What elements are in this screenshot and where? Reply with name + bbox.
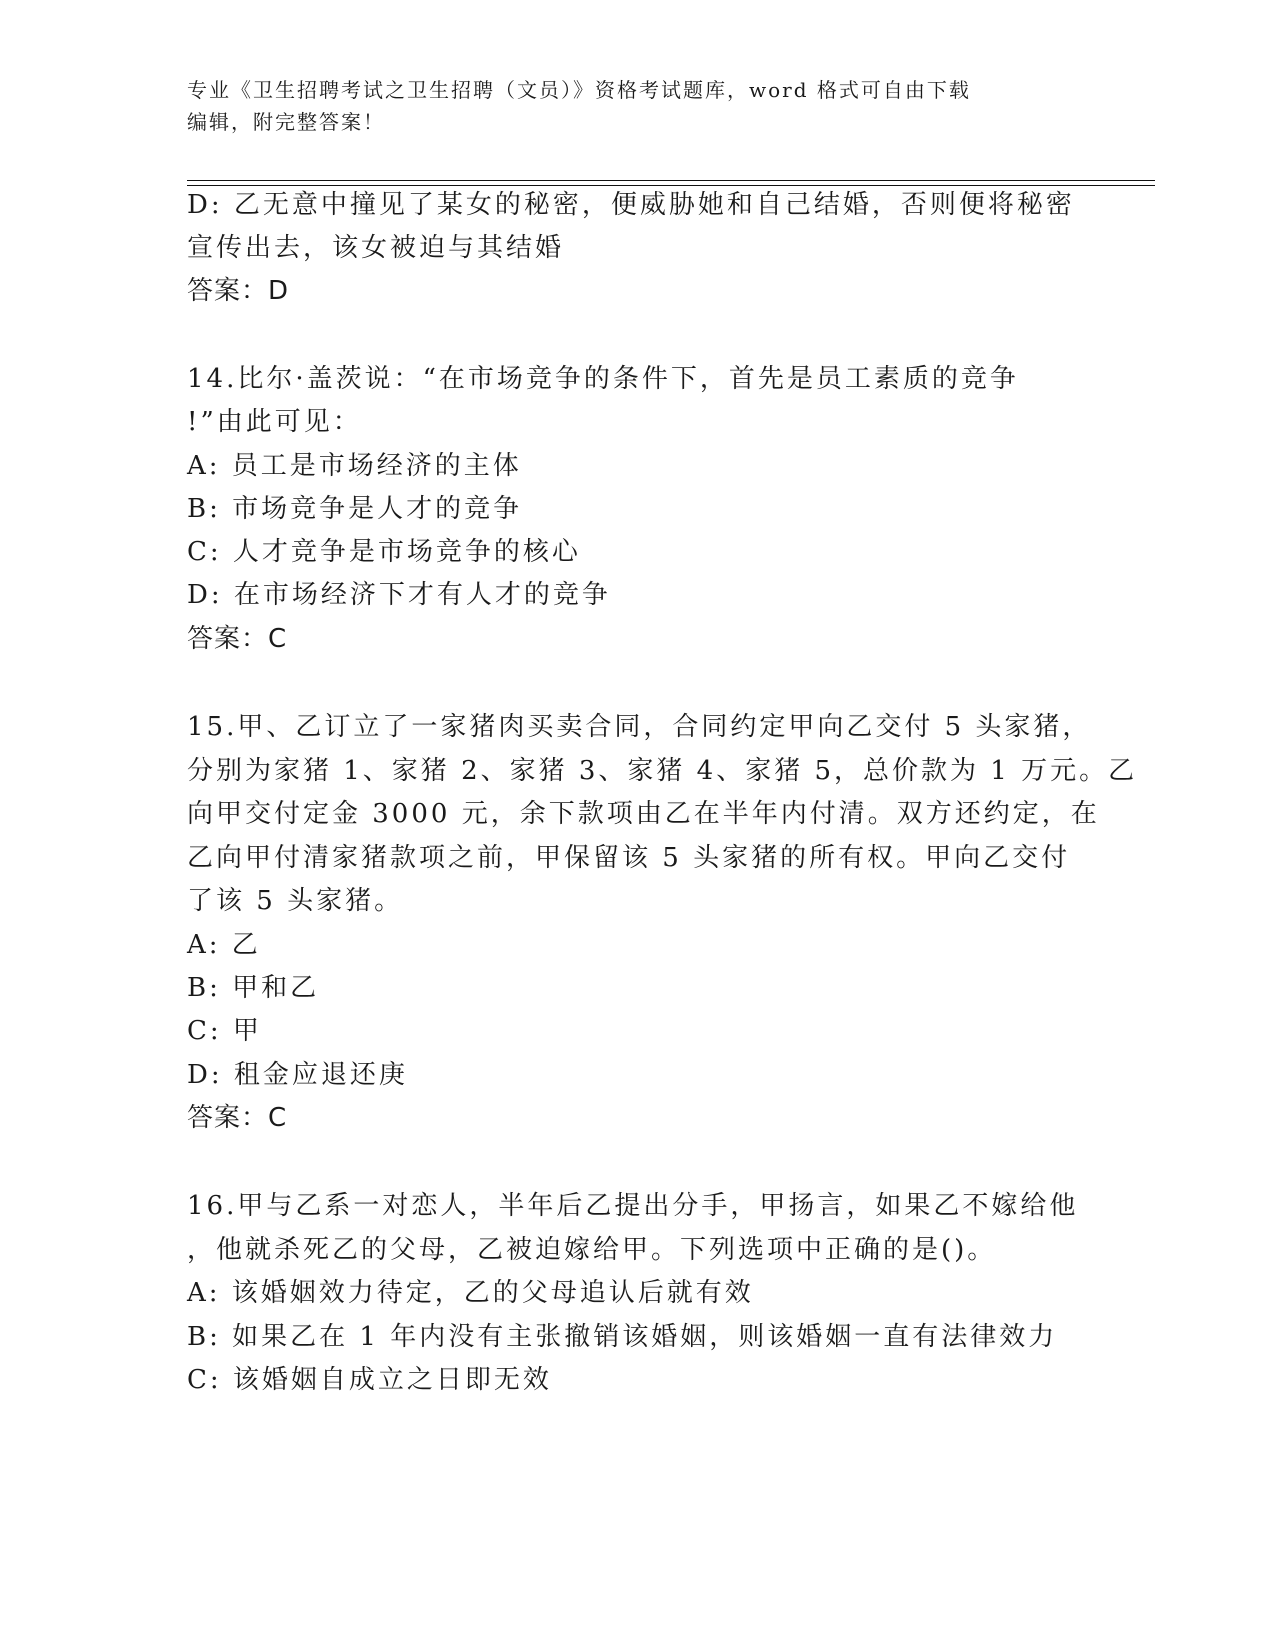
header-line-2: 编辑，附完整答案！ xyxy=(187,110,385,134)
q16-option-c: C: 该婚姻自成立之日即无效 xyxy=(187,1365,552,1395)
q16-stem-line-2: ，他就杀死乙的父母，乙被迫嫁给甲。下列选项中正确的是()。 xyxy=(187,1235,997,1265)
q15-option-a: A: 乙 xyxy=(187,930,261,960)
header-line-1: 专业《卫生招聘考试之卫生招聘（文员）》资格考试题库，word 格式可自由下载 xyxy=(187,78,971,102)
prev-answer: 答案：D xyxy=(187,276,290,306)
q15-stem-line-5: 了该 5 头家猪。 xyxy=(187,886,404,916)
q15-stem-line-2: 分别为家猪 1、家猪 2、家猪 3、家猪 4、家猪 5，总价款为 1 万元。乙 xyxy=(187,756,1138,786)
document-header xyxy=(187,74,1087,138)
q14-option-c: C: 人才竞争是市场竞争的核心 xyxy=(187,537,581,567)
q14-option-b: B: 市场竞争是人才的竞争 xyxy=(187,494,523,524)
q15-stem-line-4: 乙向甲付清家猪款项之前，甲保留该 5 头家猪的所有权。甲向乙交付 xyxy=(187,843,1071,873)
q16-option-a: A: 该婚姻效力待定，乙的父母追认后就有效 xyxy=(187,1278,754,1308)
q15-answer: 答案：C xyxy=(187,1103,288,1133)
q14-stem-line-1: 14.比尔·盖茨说：“在市场竞争的条件下，首先是员工素质的竞争 xyxy=(187,364,1019,394)
prev-option-d-line-2: 宣传出去，该女被迫与其结婚 xyxy=(187,233,565,263)
q15-stem-line-1: 15.甲、乙订立了一家猪肉买卖合同，合同约定甲向乙交付 5 头家猪， xyxy=(187,712,1092,742)
q14-option-d: D: 在市场经济下才有人才的竞争 xyxy=(187,580,611,610)
q15-stem-line-3: 向甲交付定金 3000 元，余下款项由乙在半年内付清。双方还约定，在 xyxy=(187,799,1100,829)
q14-option-a: A: 员工是市场经济的主体 xyxy=(187,451,522,481)
prev-option-d-line-1: D: 乙无意中撞见了某女的秘密，便威胁她和自己结婚，否则便将秘密 xyxy=(187,190,1075,220)
q15-option-c: C: 甲 xyxy=(187,1016,262,1046)
q16-option-b: B: 如果乙在 1 年内没有主张撤销该婚姻，则该婚姻一直有法律效力 xyxy=(187,1322,1058,1352)
q14-answer: 答案：C xyxy=(187,624,288,654)
q15-option-d: D: 租金应退还庚 xyxy=(187,1060,408,1090)
q14-stem-line-2: !”由此可见： xyxy=(187,407,362,437)
header-divider xyxy=(187,180,1155,186)
q15-option-b: B: 甲和乙 xyxy=(187,973,320,1003)
q16-stem-line-1: 16.甲与乙系一对恋人，半年后乙提出分手，甲扬言，如果乙不嫁给他 xyxy=(187,1191,1079,1221)
